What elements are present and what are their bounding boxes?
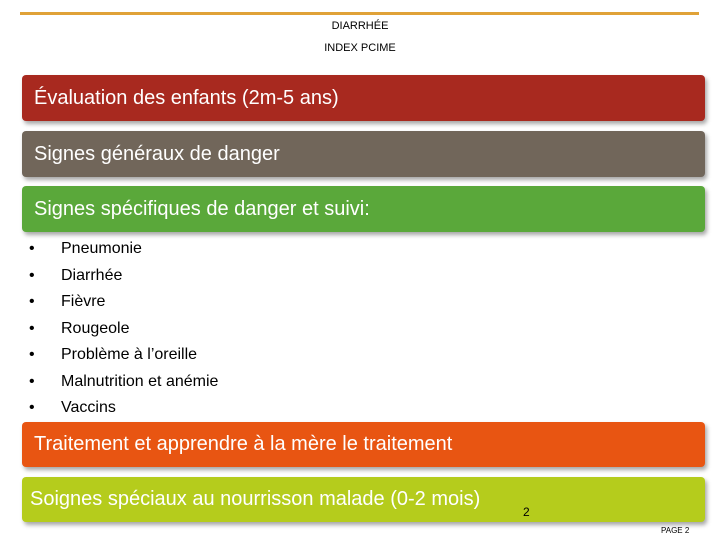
- section-special-care-label: Soignes spéciaux au nourrisson malade (0-2 mois): [30, 488, 481, 510]
- top-rule: [20, 12, 699, 15]
- bullet-icon: •: [29, 266, 35, 284]
- section-evaluation: [22, 75, 705, 121]
- bullet-icon: •: [29, 346, 35, 363]
- list-item: [28, 342, 218, 369]
- section-special-care: [22, 477, 705, 522]
- header-subtitle: INDEX PCIME: [324, 42, 396, 54]
- list-item: [28, 289, 218, 316]
- list-item: [28, 369, 218, 396]
- list-item: [28, 263, 218, 290]
- bullet-icon: •: [29, 399, 35, 416]
- bullet-icon: •: [29, 240, 35, 257]
- bullet-icon: •: [29, 319, 35, 337]
- section-specific-signs: [22, 186, 705, 232]
- bullet-icon: •: [29, 293, 35, 310]
- list-item-label: Diarrhée: [61, 266, 123, 284]
- list-item-label: Problème à l’oreille: [61, 346, 198, 363]
- list-item-label: Malnutrition et anémie: [61, 372, 219, 390]
- page-label: PAGE 2: [661, 526, 690, 535]
- list-item-label: Fièvre: [61, 293, 106, 310]
- section-treatment: [22, 422, 705, 467]
- section-specific-signs-label: Signes spécifiques de danger et suivi:: [34, 197, 370, 220]
- list-item-label: Pneumonie: [61, 240, 142, 257]
- slide-number: 2: [523, 505, 530, 519]
- section-general-signs: [22, 131, 705, 177]
- list-item: [28, 236, 218, 263]
- list-item-label: Rougeole: [61, 319, 130, 337]
- list-item: [28, 316, 218, 343]
- section-general-signs-label: Signes généraux de danger: [34, 142, 280, 165]
- list-item-label: Vaccins: [61, 399, 116, 416]
- danger-signs-list: [28, 236, 218, 422]
- section-evaluation-label: Évaluation des enfants (2m-5 ans): [34, 86, 339, 109]
- list-item: [28, 395, 218, 422]
- section-treatment-label: Traitement et apprendre à la mère le traitement: [34, 433, 453, 455]
- header-title: DIARRHÉE: [331, 20, 389, 32]
- bullet-icon: •: [29, 372, 35, 390]
